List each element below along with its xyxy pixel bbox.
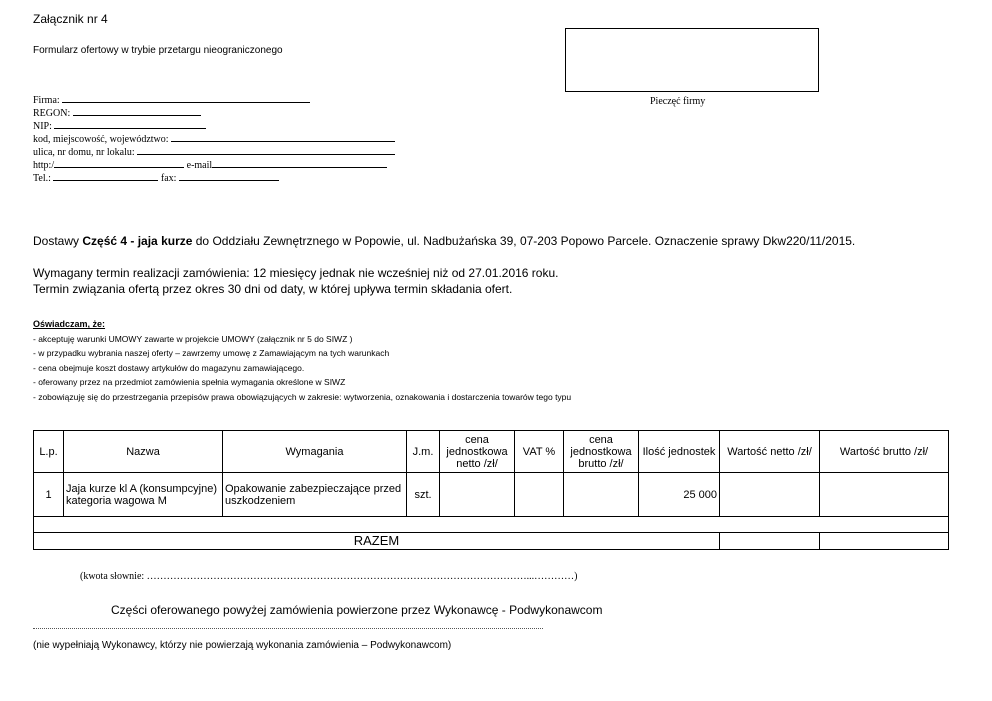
order-post: do Oddziału Zewnętrznego w Popowie, ul. Nadbużańska 39, 07-203 Popowo Parcele. Oznaczenie sprawy Dkw220/11/2015. [192, 234, 856, 248]
street-input-line[interactable] [137, 146, 395, 155]
col-nazwa: Nazwa [64, 431, 223, 473]
street-row[interactable] [33, 146, 395, 159]
subcontract-heading: Części oferowanego powyżej zamówienia powierzone przez Wykonawcę - Podwykonawcom [111, 603, 603, 617]
cell-lp: 1 [34, 473, 64, 517]
spacer-cell [34, 517, 949, 533]
fax-input-line[interactable] [179, 172, 279, 181]
declaration-item: - oferowany przez na przedmiot zamówienia spełnia wymagania określone w SIWZ [33, 377, 346, 387]
table-spacer-row [34, 517, 949, 533]
cell-ilosc: 25 000 [639, 473, 720, 517]
cell-wartosc-brutto[interactable] [820, 473, 949, 517]
nip-input-line[interactable] [54, 120, 206, 129]
address-label: kod, miejscowość, województwo: [33, 134, 169, 145]
subcontract-note: (nie wypełniają Wykonawcy, którzy nie powierzają wykonania zamówienia – Podwykonawcom) [33, 640, 452, 651]
cell-vat[interactable] [515, 473, 564, 517]
col-wartosc-brutto: Wartość brutto /zł/ [820, 431, 949, 473]
company-stamp-box[interactable] [565, 28, 819, 92]
subcontract-dotted-line[interactable] [33, 626, 543, 629]
offer-table [33, 430, 949, 550]
regon-input-line[interactable] [73, 107, 201, 116]
form-title: Formularz ofertowy w trybie przetargu nieograniczonego [33, 45, 283, 56]
http-label: http:/ [33, 160, 55, 171]
col-cena-netto: cena jednostkowa netto /zł/ [440, 431, 515, 473]
col-wartosc-netto: Wartość netto /zł/ [720, 431, 820, 473]
declaration-item: - cena obejmuje koszt dostawy artykułów do magazynu zamawiającego. [33, 362, 305, 373]
tel-label: Tel.: [33, 173, 51, 184]
declaration-item: - w przypadku wybrania naszej oferty – zawrzemy umowę z Zamawiającym na tych warunkach [33, 348, 390, 358]
cell-wartosc-netto[interactable] [720, 473, 820, 517]
cell-jm: szt. [407, 473, 440, 517]
table-row [34, 473, 949, 517]
declaration [33, 317, 571, 404]
order-part: Część 4 - jaja kurze [82, 234, 193, 248]
firma-input-line[interactable] [62, 94, 310, 103]
tel-fax-row[interactable] [33, 172, 395, 185]
firma-label: Firma: [33, 95, 60, 106]
fax-label: fax: [160, 173, 177, 184]
email-input-line[interactable] [212, 159, 387, 168]
col-jm: J.m. [407, 431, 440, 473]
http-input-line[interactable] [54, 159, 184, 168]
nip-row[interactable] [33, 120, 395, 133]
stamp-label: Pieczęć firmy [650, 96, 706, 107]
address-input-line[interactable] [171, 133, 395, 142]
tel-input-line[interactable] [53, 172, 158, 181]
declaration-item: - zobowiązuję się do przestrzegania przepisów prawa obowiązujących w zakresie: wytworzenia, oznakowania i dostarczenia towarów tego typu [33, 391, 572, 402]
nip-label: NIP: [33, 121, 52, 132]
total-brutto-cell[interactable] [820, 533, 949, 550]
cell-wymagania: Opakowanie zabezpieczające przed uszkodzeniem [223, 473, 407, 517]
declaration-title: Oświadczam, że: [33, 319, 106, 329]
email-label: e-mail [186, 160, 213, 171]
order-description [33, 234, 855, 248]
term-line-1: Wymagany termin realizacji zamówienia: 12 miesięcy jednak nie wcześniej niż od 27.01.2016 roku. [33, 266, 559, 280]
col-ilosc: Ilość jednostek [639, 431, 720, 473]
order-pre: Dostawy [33, 234, 83, 248]
cell-nazwa: Jaja kurze kl A (konsumpcyjne) kategoria wagowa M [64, 473, 223, 517]
table-header-row [34, 431, 949, 473]
firma-row[interactable] [33, 94, 395, 107]
term-line-2: Termin związania ofertą przez okres 30 dni od daty, w której upływa termin składania ofert. [33, 282, 513, 296]
cell-cena-brutto[interactable] [564, 473, 639, 517]
col-wymagania: Wymagania [223, 431, 407, 473]
table-total-row [34, 533, 949, 550]
address-row[interactable] [33, 133, 395, 146]
street-label: ulica, nr domu, nr lokalu: [33, 147, 135, 158]
http-email-row[interactable] [33, 159, 395, 172]
total-label: RAZEM [34, 533, 720, 550]
regon-label: REGON: [33, 108, 71, 119]
col-cena-brutto: cena jednostkowa brutto /zł/ [564, 431, 639, 473]
amount-in-words[interactable]: (kwota słownie: ……………………………………………………………………………………………………...…………) [80, 571, 578, 582]
declaration-item: - akceptuję warunki UMOWY zawarte w projekcie UMOWY (załącznik nr 5 do SIWZ ) [33, 333, 353, 344]
total-netto-cell[interactable] [720, 533, 820, 550]
col-lp: L.p. [34, 431, 64, 473]
attachment-label: Załącznik nr 4 [33, 12, 108, 26]
col-vat: VAT % [515, 431, 564, 473]
company-fields [33, 94, 395, 185]
regon-row[interactable] [33, 107, 395, 120]
cell-cena-netto[interactable] [440, 473, 515, 517]
